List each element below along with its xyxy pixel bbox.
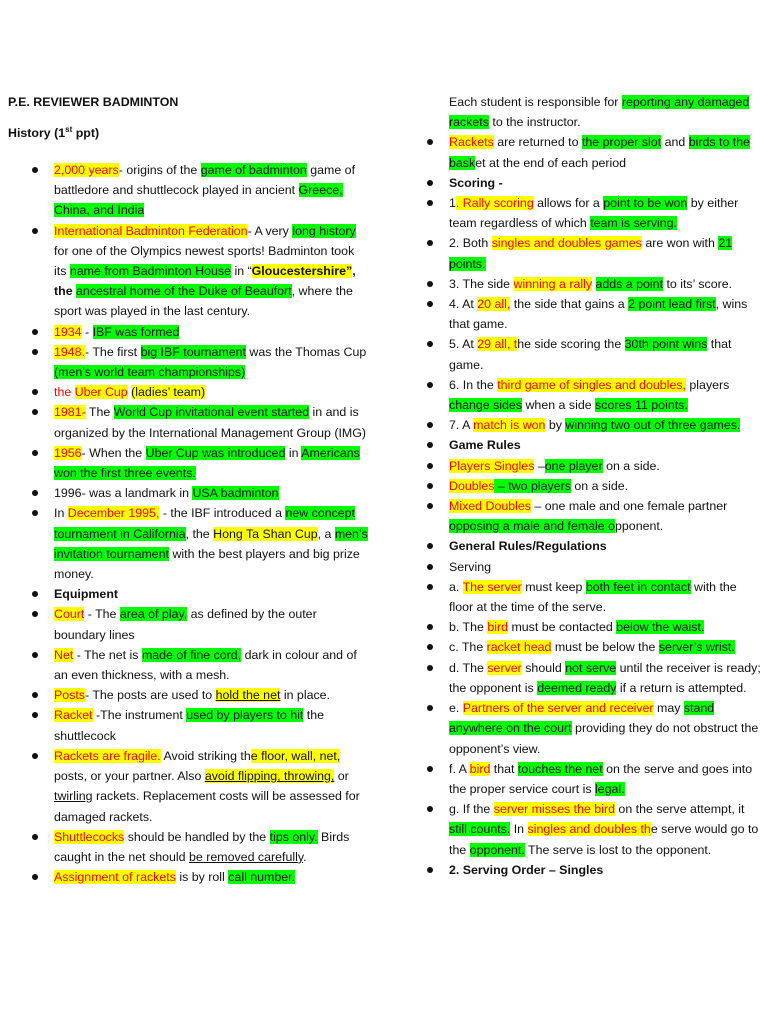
text-run: Posts xyxy=(54,688,85,703)
text-run: - origins of the xyxy=(118,163,201,177)
text-run: - The first xyxy=(85,344,141,359)
text-run: point to be won xyxy=(603,196,688,211)
list-item xyxy=(427,799,763,860)
list-item xyxy=(427,233,763,273)
text-run: 2,000 years xyxy=(54,163,119,177)
text-run: 20 all, xyxy=(477,297,511,312)
text-run: change sides xyxy=(449,398,523,413)
text-run: on a side. xyxy=(602,458,660,473)
list-item xyxy=(427,456,763,476)
text-run: should xyxy=(521,660,566,675)
text-run: , where the sport was played in the last century. xyxy=(54,284,353,319)
text-run: - The xyxy=(84,607,120,622)
text-run: singles and doubles th xyxy=(527,822,651,837)
text-run: Rackets are fragile. xyxy=(54,748,161,763)
text-run: below the waist. xyxy=(616,620,705,635)
text-run: g. If the xyxy=(449,802,494,817)
text-run xyxy=(592,277,595,291)
text-run: , a xyxy=(317,526,335,541)
text-run: 1981- xyxy=(54,405,86,420)
list-item xyxy=(427,658,763,698)
text-run: f. A xyxy=(449,761,470,776)
list-item xyxy=(427,435,763,455)
text-run: long history xyxy=(292,223,356,238)
text-run: men’s invitation tournament xyxy=(54,526,368,561)
list-item xyxy=(427,274,763,294)
text-run: birds to the bask xyxy=(449,135,751,170)
list-item xyxy=(32,705,368,745)
text-run: e floor, wall, net, xyxy=(250,748,341,763)
text-run: match is won xyxy=(473,418,546,433)
text-run: USA badminton xyxy=(192,486,279,501)
text-run: with the best players and big prize money. xyxy=(54,546,360,582)
list-item xyxy=(427,617,763,637)
list-item xyxy=(32,382,368,402)
text-run: or xyxy=(334,769,349,784)
text-run: with the floor at the time of the serve. xyxy=(449,579,737,615)
text-run: 1956 xyxy=(54,445,82,460)
text-run: game of battledore and shuttlecock played in ancient xyxy=(54,163,356,198)
text-run: 21 points. xyxy=(449,236,733,271)
text-run: that xyxy=(490,761,518,776)
text-run: pponent. xyxy=(615,519,664,534)
text-run: he side scoring the xyxy=(517,337,625,352)
text-run: posts, or your partner. Also xyxy=(54,769,205,784)
text-run: 2 point lead first xyxy=(628,297,716,312)
list-item xyxy=(32,645,368,685)
text-run: - A very xyxy=(247,223,293,238)
subtitle-text: History (1 xyxy=(8,126,66,140)
text-run: be removed carefully xyxy=(189,849,304,864)
text-run: to the instructor. xyxy=(488,115,581,130)
text-run: General Rules/Regulations xyxy=(449,539,607,554)
text-run: 6. In the xyxy=(449,377,498,392)
text-run: c. The xyxy=(449,640,487,655)
text-run: World Cup invitational event started xyxy=(113,405,310,420)
text-run: to its’ score. xyxy=(663,276,733,291)
text-run: area of play, xyxy=(119,607,188,622)
right-column-bullet-list xyxy=(427,132,763,880)
text-run: December 1995, xyxy=(67,506,160,521)
text-run: – one male and one female partner xyxy=(530,499,728,514)
text-run: - When the xyxy=(81,445,146,460)
list-item xyxy=(427,173,763,193)
text-run: on the serve and goes into the proper service court is xyxy=(449,761,753,796)
text-run: are won with xyxy=(641,236,719,251)
text-run: as defined by the outer boundary lines xyxy=(54,607,317,642)
list-item xyxy=(427,698,763,759)
list-item xyxy=(427,536,763,556)
text-run: for one of the Olympics newest sports! Badminton took its xyxy=(54,243,355,279)
subtitle-suffix: ppt) xyxy=(72,126,100,140)
text-run: Scoring - xyxy=(449,175,503,190)
text-run: must be below the xyxy=(551,640,659,655)
text-run: - The net is xyxy=(73,647,142,662)
text-run: third game of singles and doubles, xyxy=(497,377,686,392)
text-run: are returned to xyxy=(493,135,582,150)
text-run: bird xyxy=(487,620,509,635)
text-run: the proper slot xyxy=(581,135,662,150)
text-run: 1996- was a landmark in xyxy=(54,486,193,501)
text-run: game of badminton xyxy=(200,163,307,177)
text-run: -The instrument xyxy=(92,708,187,723)
text-run: . Rally scoring xyxy=(455,196,534,211)
text-run: Partners of the server and receiver xyxy=(462,701,654,716)
text-run: singles and doubles games xyxy=(491,236,642,251)
text-run: Serving xyxy=(449,559,492,574)
text-run: should be handled by the xyxy=(124,829,270,844)
text-run: by xyxy=(545,418,566,433)
text-run: winning a rally xyxy=(513,276,593,291)
text-run: twirling xyxy=(54,789,93,804)
text-run: 1 xyxy=(449,196,456,211)
text-run: 4. At xyxy=(449,297,478,312)
text-run: must keep xyxy=(521,579,586,594)
text-run: , wins that game. xyxy=(449,297,748,332)
text-run: dark in colour and of an even thickness, with a mesh. xyxy=(54,647,357,683)
text-run: adds a point xyxy=(595,276,664,291)
right-column xyxy=(427,92,763,880)
text-run: 29 all, t xyxy=(477,337,518,352)
text-run: Uber Cup xyxy=(74,385,128,400)
text-run: in “ xyxy=(231,264,252,279)
list-item xyxy=(32,342,368,382)
text-run: (men’s world team championships) xyxy=(54,365,246,380)
text-run: stand anywhere on the court xyxy=(449,701,715,736)
text-run: racket head xyxy=(486,640,552,655)
text-run: winning two out of three games. xyxy=(565,418,741,433)
list-item xyxy=(427,294,763,334)
text-run: by either team regardless of which xyxy=(449,196,739,231)
text-run: allows for a xyxy=(533,196,604,211)
text-run: 3. The side xyxy=(449,276,514,291)
text-run: may xyxy=(653,701,684,716)
text-run: both feet in contact xyxy=(585,579,691,594)
text-run: if a return is attempted. xyxy=(616,680,747,695)
text-run: still counts. xyxy=(449,822,511,837)
text-run: – two players xyxy=(494,478,571,493)
text-run: until the receiver is ready; the opponent is xyxy=(449,660,761,695)
list-item xyxy=(427,334,763,374)
text-run: Hong Ta Shan Cup xyxy=(213,526,318,541)
list-item xyxy=(32,322,368,342)
text-run: was the Thomas Cup xyxy=(245,344,367,359)
text-run: Racket xyxy=(54,708,93,723)
text-run: team is serving. xyxy=(590,216,677,231)
text-run: Uber Cup was introduced xyxy=(145,445,286,460)
text-run: opponent. xyxy=(469,842,525,857)
text-run: . xyxy=(303,849,307,864)
left-column-bullet-list xyxy=(32,160,368,887)
list-item xyxy=(427,759,763,799)
text-run: ancestral home of the Duke of Beaufort xyxy=(76,284,292,299)
text-run: and xyxy=(661,135,689,150)
text-run: 2. Both xyxy=(449,236,492,251)
text-run: 7. A xyxy=(449,418,474,433)
text-run: d. The xyxy=(449,660,488,675)
text-run: on the serve attempt, it xyxy=(614,802,745,817)
text-run: the shuttlecock xyxy=(54,708,324,743)
list-item xyxy=(32,503,368,584)
text-run: call number. xyxy=(228,870,296,885)
text-run: must be contacted xyxy=(508,620,617,635)
text-run: that game. xyxy=(449,337,732,372)
text-run: legal. xyxy=(595,781,625,796)
list-item xyxy=(427,415,763,435)
list-item xyxy=(427,193,763,233)
text-run: International Badminton Federation xyxy=(54,223,248,238)
text-run: Each student is responsible for xyxy=(449,95,622,109)
text-run: server’s wrist. xyxy=(658,640,735,655)
text-run: 2. Serving Order – Singles xyxy=(449,862,604,877)
text-run: Doubles xyxy=(449,478,495,493)
text-run: used by players to hit xyxy=(186,708,304,723)
list-item xyxy=(32,584,368,604)
list-item xyxy=(32,685,368,705)
list-item xyxy=(32,867,368,887)
text-run: – xyxy=(534,458,545,473)
list-item xyxy=(32,221,368,322)
text-run: et at the end of each period xyxy=(475,155,627,170)
text-run: server misses the bird xyxy=(493,802,615,817)
text-run: Gloucestershire” xyxy=(251,264,353,279)
text-run: b. The xyxy=(449,620,488,635)
text-run: on a side. xyxy=(570,478,629,493)
text-run: a. xyxy=(449,579,463,594)
text-run: Greece, China, and India xyxy=(54,183,343,218)
section-heading-history xyxy=(8,125,99,141)
text-run: reporting any damaged rackets xyxy=(449,95,750,130)
text-run: deemed ready xyxy=(537,680,617,695)
text-run: (ladies’ team) xyxy=(131,385,206,400)
list-item xyxy=(32,746,368,827)
text-run: scores 11 points. xyxy=(595,398,688,413)
text-run: new concept tournament in California xyxy=(54,506,356,541)
text-run: bird xyxy=(469,761,491,776)
text-run: big IBF tournament xyxy=(140,344,246,359)
list-item xyxy=(32,160,368,221)
text-run: e. xyxy=(449,701,463,716)
text-run: providing they do not obstruct the opponent’s view. xyxy=(449,721,759,756)
text-run: Court xyxy=(54,607,85,622)
text-run: Americans won the first three events. xyxy=(54,445,360,481)
list-item xyxy=(427,637,763,657)
text-run: Birds caught in the net should xyxy=(54,829,350,864)
text-run: 5. At xyxy=(449,337,478,352)
text-run: not serve xyxy=(565,660,617,675)
text-run: name from Badminton House xyxy=(69,264,232,279)
list-item xyxy=(427,375,763,415)
text-run: Game Rules xyxy=(449,438,521,453)
text-run: tips only. xyxy=(269,829,318,844)
right-column-intro-paragraph xyxy=(427,92,763,132)
text-run: In xyxy=(510,822,528,837)
text-run: the side that gains a xyxy=(510,297,629,312)
list-item xyxy=(427,577,763,617)
text-run: opposing a male and female o xyxy=(449,519,616,534)
list-item xyxy=(32,604,368,644)
text-run: - xyxy=(81,324,93,339)
text-run: avoid flipping, throwing, xyxy=(204,769,335,784)
text-run: 30th point wins xyxy=(624,337,708,352)
text-run: touches the net xyxy=(517,761,603,776)
list-item xyxy=(427,132,763,172)
text-run: The serve is lost to the opponent. xyxy=(524,842,712,857)
list-item xyxy=(427,557,763,577)
text-run: hold the net xyxy=(215,688,281,703)
subtitle-superscript: st xyxy=(65,124,73,134)
text-run: in xyxy=(285,445,302,460)
text-run: - the IBF introduced a xyxy=(159,506,286,521)
text-run: Shuttlecocks xyxy=(54,829,125,844)
text-run: when a side xyxy=(522,398,596,413)
text-run: Rackets xyxy=(449,135,494,150)
list-item xyxy=(427,476,763,496)
text-run: one player xyxy=(544,458,603,473)
list-item xyxy=(427,860,763,880)
text-run: players xyxy=(685,377,730,392)
list-item xyxy=(32,483,368,503)
text-run: is by roll xyxy=(175,870,229,885)
list-item xyxy=(32,402,368,442)
list-item xyxy=(32,443,368,483)
text-run: Mixed Doubles xyxy=(449,499,531,514)
text-run: 1948. xyxy=(54,344,86,359)
list-item xyxy=(427,496,763,536)
text-run: in place. xyxy=(280,688,330,703)
text-run: in and is organized by the International Management Group (IMG) xyxy=(54,405,366,440)
text-run: Avoid striking th xyxy=(160,748,251,763)
text-run: made of fine cord, xyxy=(141,647,242,662)
text-run: Assignment of rackets xyxy=(54,870,176,885)
text-run: , the xyxy=(185,526,214,541)
text-run: The server xyxy=(462,579,522,594)
text-run: - The posts are used to xyxy=(85,688,216,703)
text-run: In xyxy=(54,506,68,521)
text-run: , the xyxy=(54,264,356,299)
list-item xyxy=(32,827,368,867)
text-run: IBF was formed xyxy=(92,324,180,339)
text-run: The xyxy=(85,405,114,420)
text-run: server xyxy=(487,660,522,675)
text-run: Players Singles xyxy=(449,458,535,473)
text-run: Equipment xyxy=(54,587,119,602)
text-run: e serve would go to the xyxy=(449,822,759,857)
document-title: P.E. REVIEWER BADMINTON xyxy=(8,95,179,109)
text-run: the xyxy=(54,385,75,400)
text-run: Net xyxy=(54,647,74,662)
text-run: rackets. Replacement costs will be assessed for damaged rackets. xyxy=(54,789,360,824)
text-run: 1934 xyxy=(54,324,82,339)
